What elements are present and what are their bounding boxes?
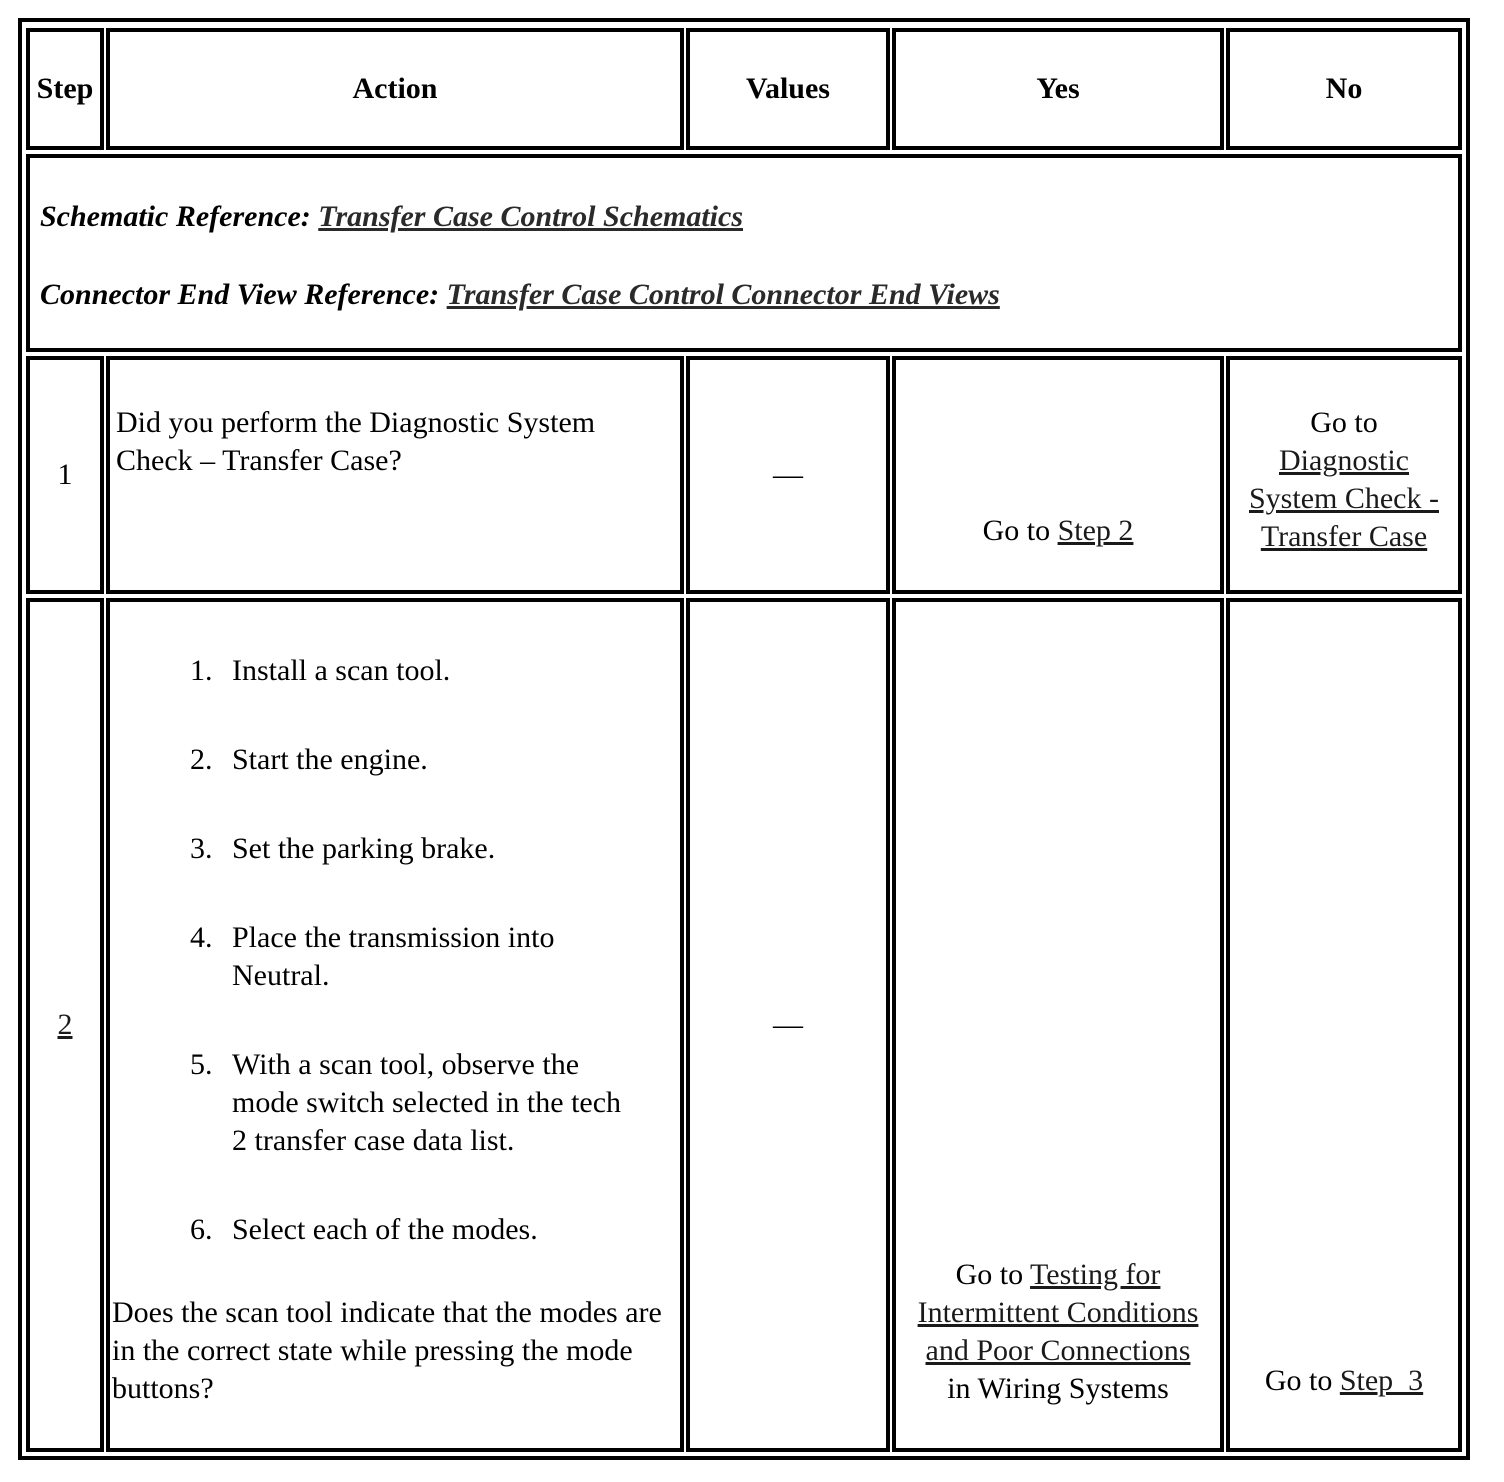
row2-question [112,1294,678,1408]
row2-steps-list [190,652,652,1249]
schematic-reference [40,200,743,234]
row2-no-content [1230,1362,1458,1400]
header-values-label: Values [746,72,830,105]
row2-values-text: — [773,1008,803,1041]
header-step-label: Step [36,72,94,105]
row2-step [26,598,104,1452]
row1-action [106,356,684,594]
list-item-number: 6. [190,1213,213,1246]
header-yes-label: Yes [1036,72,1080,105]
row1-no-prefix: Go to [1310,406,1378,439]
list-item-text: Install a scan tool. [232,654,451,687]
list-item [190,830,572,868]
row1-no [1226,356,1462,594]
row2-yes-prefix: Go to [955,1258,1031,1291]
list-item [190,1211,652,1249]
row2-no-link[interactable]: Step 3 [1339,1364,1424,1397]
row1-yes-prefix: Go to [982,514,1058,547]
row1-yes-link[interactable]: Step 2 [1057,514,1134,547]
list-item-text: Select each of the modes. [232,1213,538,1246]
header-no-label: No [1325,72,1363,105]
row2-yes [892,598,1224,1452]
row2-yes-suffix: in Wiring Systems [947,1372,1169,1405]
schematic-reference-link[interactable]: Transfer Case Control Schematics [318,200,744,233]
row1-step-number: 1 [57,458,73,491]
connector-reference [40,278,1000,312]
header-no [1226,28,1462,150]
list-item-number: 2. [190,743,213,776]
list-item [190,741,532,779]
list-item-text: With a scan tool, observe the mode switch selected in the tech 2 transfer case data list. [232,1048,622,1157]
header-action [106,28,684,150]
connector-reference-label: Connector End View Reference: [40,278,440,311]
header-yes [892,28,1224,150]
row1-no-link[interactable]: Diagnostic System Check - Transfer Case [1249,444,1439,553]
list-item [190,919,612,995]
row1-yes [892,356,1224,594]
header-values [686,28,890,150]
row2-action [106,598,684,1452]
reference-row [26,154,1462,352]
list-item-number: 5. [190,1048,213,1081]
diagnostic-table [18,18,1470,1460]
list-item [190,652,532,690]
row1-step [26,356,104,594]
list-item-text: Set the parking brake. [232,832,496,865]
row2-values [686,598,890,1452]
row1-values [686,356,890,594]
row2-yes-link[interactable]: Testing for Intermittent Conditions and Poor Connections [917,1258,1199,1367]
header-action-label: Action [352,72,438,105]
row1-values-text: — [773,458,803,491]
row2-question-text: Does the scan tool indicate that the modes are in the correct state while pressing the mode buttons? [112,1296,662,1405]
list-item [190,1046,642,1160]
list-item-text: Place the transmission into Neutral. [232,921,555,992]
list-item-number: 4. [190,921,213,954]
list-item-number: 3. [190,832,213,865]
row1-action-text: Did you perform the Diagnostic System Check – Transfer Case? [116,406,596,477]
list-item-number: 1. [190,654,213,687]
connector-reference-link[interactable]: Transfer Case Control Connector End Views [446,278,1000,311]
header-step [26,28,104,150]
row2-no-prefix: Go to [1264,1364,1340,1397]
list-item-text: Start the engine. [232,743,428,776]
row2-step-link[interactable]: 2 [57,1008,73,1041]
schematic-reference-label: Schematic Reference: [40,200,311,233]
row2-no [1226,598,1462,1452]
row2-yes-content [898,1256,1218,1408]
